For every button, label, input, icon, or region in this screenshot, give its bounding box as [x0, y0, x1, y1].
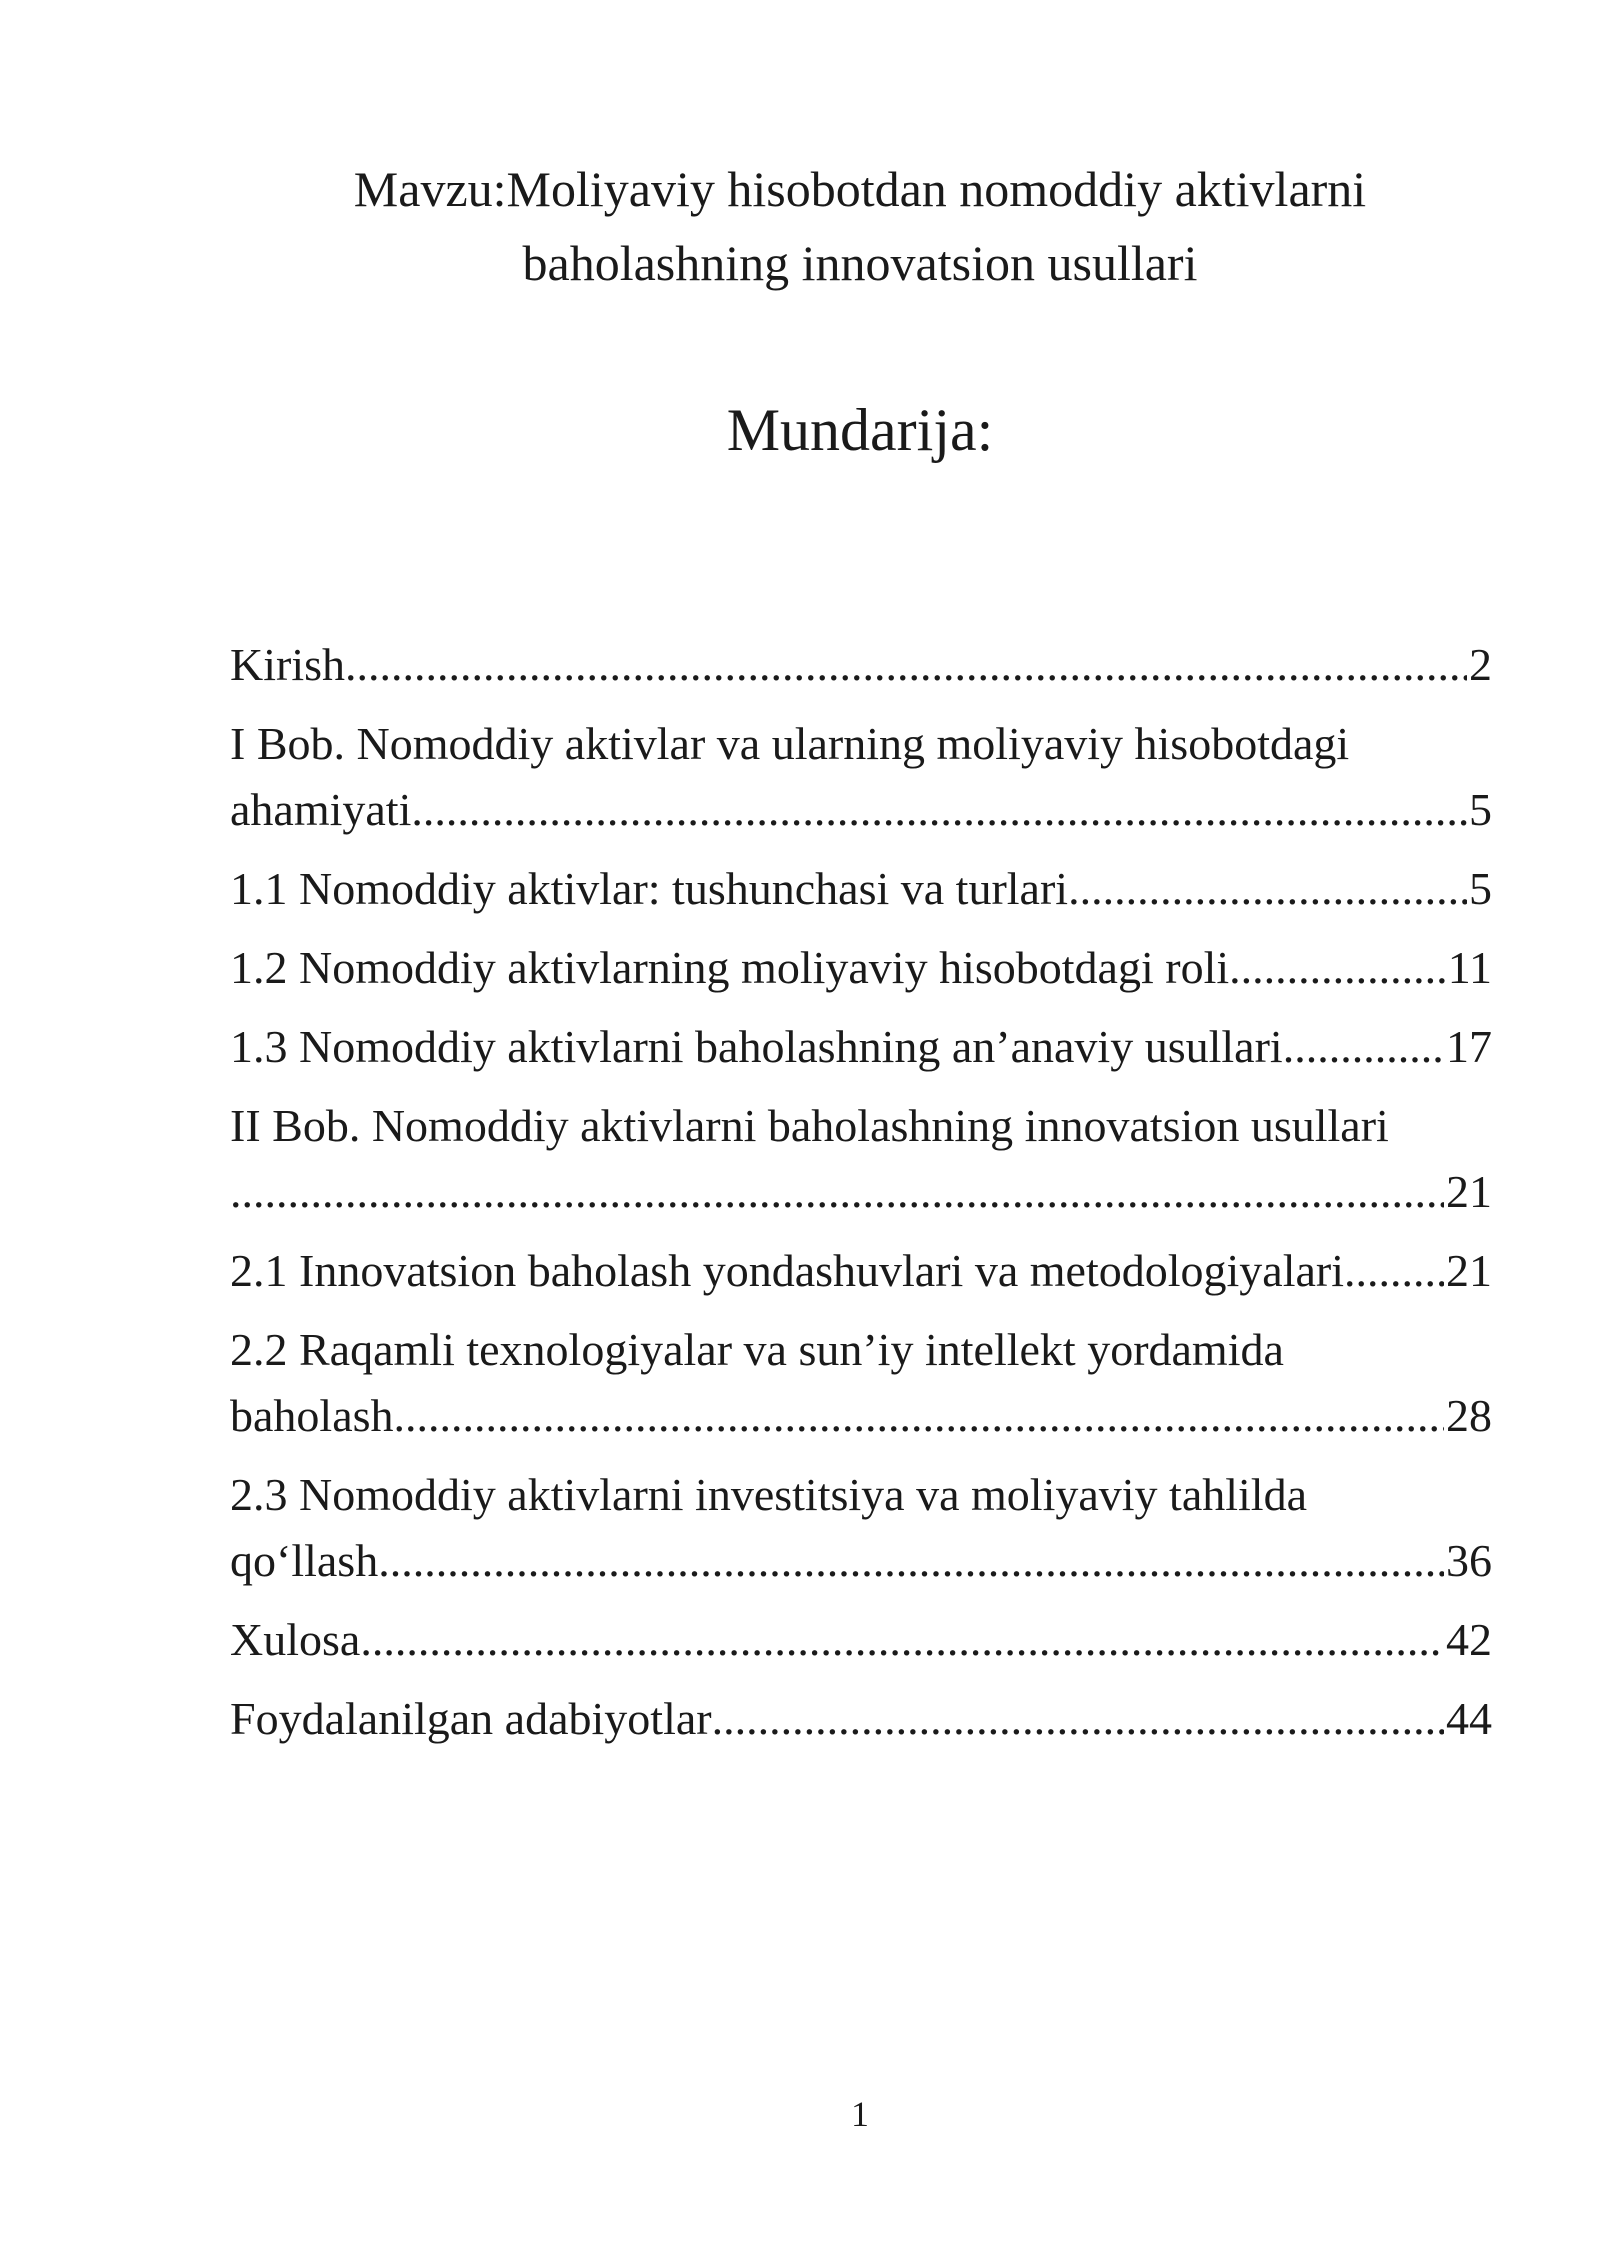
toc-dot-leader	[1356, 1238, 1445, 1304]
toc-entry-section-1-1[interactable]	[230, 856, 1492, 922]
toc-entry-title-line: 2.2 Raqamli texnologiyalar va sun’iy intellekt yordamida	[230, 1324, 1284, 1375]
toc-entry-title-line: 2.3 Nomoddiy aktivlarni investitsiya va moliyaviy tahlilda	[230, 1469, 1308, 1520]
toc-line	[230, 777, 1492, 843]
toc-page-number: 17	[1446, 1021, 1492, 1072]
toc-entry-title: Xulosa	[230, 1614, 361, 1665]
toc-dot-leader	[394, 1383, 1444, 1449]
toc-page-number: 21	[1446, 1245, 1492, 1296]
toc-dot-leader	[712, 1686, 1444, 1752]
toc-page-number: 44	[1446, 1693, 1492, 1744]
toc-entry-section-2-2[interactable]	[230, 1317, 1492, 1449]
toc-entry-section-1-3[interactable]	[230, 1014, 1492, 1080]
toc-entry-chapter-1[interactable]	[230, 711, 1492, 843]
page-number: 1	[851, 2094, 869, 2134]
toc-entry-title: baholash	[230, 1390, 394, 1441]
toc-dot-leader	[411, 777, 1467, 843]
toc-line	[230, 1686, 1492, 1752]
toc-entry-title: Foydalanilgan adabiyotlar	[230, 1693, 712, 1744]
toc-line	[230, 1159, 1492, 1225]
toc-entry-chapter-2[interactable]	[230, 1093, 1492, 1225]
toc-line	[230, 1528, 1492, 1594]
toc-line	[230, 856, 1492, 922]
toc-entry-xulosa[interactable]	[230, 1607, 1492, 1673]
toc-dot-leader	[378, 1528, 1444, 1594]
toc-dot-leader	[1229, 935, 1446, 1001]
toc-entry-references[interactable]	[230, 1686, 1492, 1752]
toc-entry-title: Kirish	[230, 639, 345, 690]
toc-entry-title: 2.1 Innovatsion baholash yondashuvlari va metodologiyalari.	[230, 1245, 1356, 1296]
toc-dot-leader	[1068, 856, 1467, 922]
toc-page-number: 5	[1469, 863, 1492, 914]
toc-entry-kirish[interactable]	[230, 632, 1492, 698]
toc-line	[230, 632, 1492, 698]
toc-dot-leader	[230, 1159, 1444, 1225]
toc-entry-section-2-3[interactable]	[230, 1462, 1492, 1594]
toc-line	[230, 1014, 1492, 1080]
toc-heading: Mundarija:	[726, 397, 994, 463]
toc-page-number: 2	[1469, 639, 1492, 690]
toc-page-number: 28	[1446, 1390, 1492, 1441]
toc-line	[230, 1383, 1492, 1449]
toc-entry-title: 1.1 Nomoddiy aktivlar: tushunchasi va turlari	[230, 863, 1069, 914]
toc-entry-title: qo‘llash	[230, 1535, 379, 1586]
toc-line	[230, 1238, 1492, 1304]
toc-page-number: 42	[1446, 1614, 1492, 1665]
toc-entry-title-line: I Bob. Nomoddiy aktivlar va ularning moliyaviy hisobotdagi	[230, 718, 1350, 769]
document-title-line-2: baholashning innovatsion usullari	[522, 235, 1198, 291]
toc-line	[230, 935, 1492, 1001]
document-title	[200, 152, 1520, 300]
toc-entry-title-line: II Bob. Nomoddiy aktivlarni baholashning innovatsion usullari	[230, 1100, 1389, 1151]
toc-entry-title: ahamiyati	[230, 784, 412, 835]
toc-dot-leader	[1283, 1014, 1444, 1080]
toc-dot-leader	[360, 1607, 1444, 1673]
toc-page-number: 36	[1446, 1535, 1492, 1586]
toc-entry-title: 1.3 Nomoddiy aktivlarni baholashning an’anaviy usullari	[230, 1021, 1283, 1072]
toc-entry-title: 1.2 Nomoddiy aktivlarning moliyaviy hisobotdagi roli	[230, 942, 1230, 993]
toc-entry-section-1-2[interactable]	[230, 935, 1492, 1001]
toc-page-number: 11	[1447, 942, 1492, 993]
toc-entry-section-2-1[interactable]	[230, 1238, 1492, 1304]
toc-dot-leader	[345, 632, 1467, 698]
document-title-line-1: Mavzu:Moliyaviy hisobotdan nomoddiy aktivlarni	[353, 161, 1367, 217]
table-of-contents	[230, 632, 1492, 1765]
toc-line	[230, 1607, 1492, 1673]
toc-page-number: 21	[1446, 1166, 1492, 1217]
toc-page-number: 5	[1469, 784, 1492, 835]
